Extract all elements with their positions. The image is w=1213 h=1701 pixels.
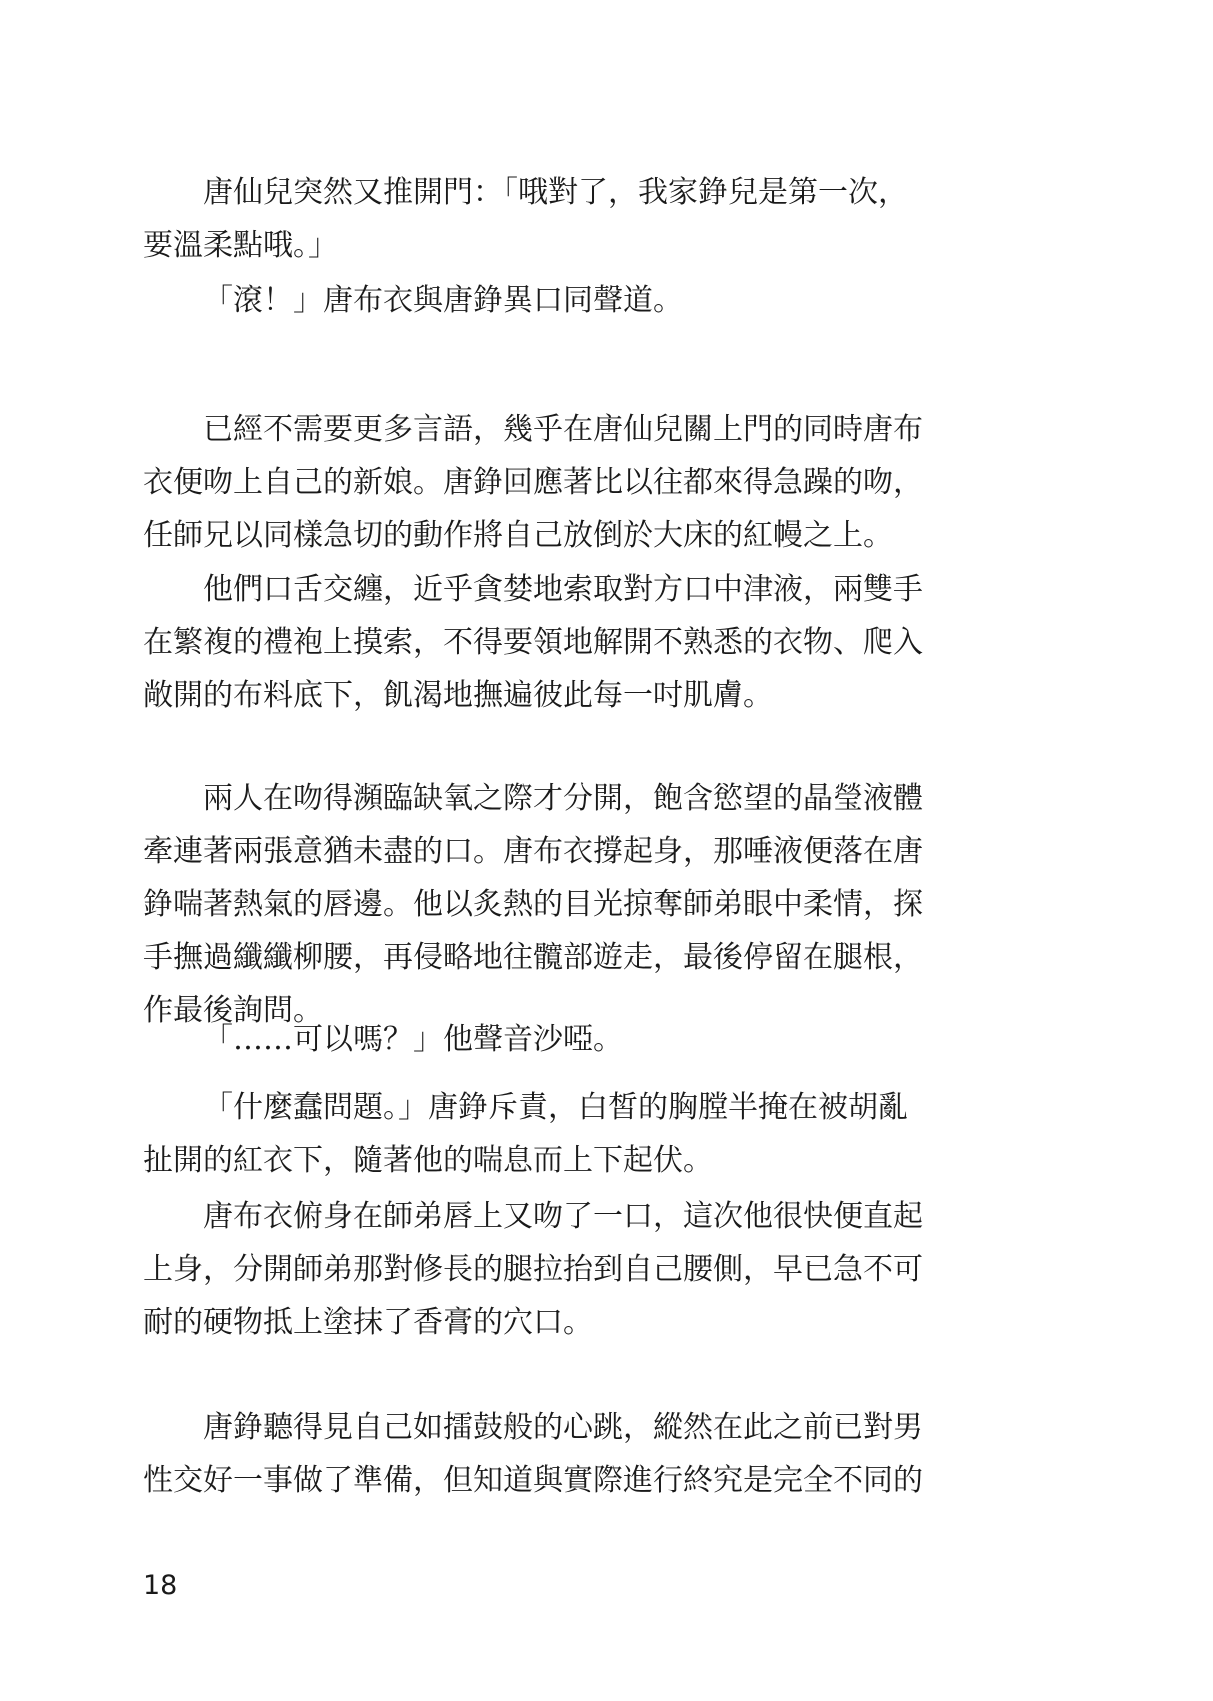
- paragraph-5: 兩人在吻得瀕臨缺氧之際才分開，飽含慾望的晶瑩液體 牽連著兩張意猶未盡的口。唐布衣撐起身，那唾液便落在唐 錚喘著熱氣的唇邊。他以炙熱的目光掠奪師弟眼中柔情，探 手撫過纖纖柳腰，再侵略地往髖部遊走，最後停留在腿根， 作最後詢問。: [143, 781, 923, 1028]
- paragraph-4: 他們口舌交纏，近乎貪婪地索取對方口中津液，兩雙手 在繁複的禮袍上摸索，不得要領地解開不熟悉的衣物、爬入 敞開的布料底下，飢渴地撫遍彼此每一吋肌膚。: [143, 572, 923, 713]
- paragraph-5-block: [143, 772, 953, 1037]
- paragraph-8: 唐布衣俯身在師弟唇上又吻了一口，這次他很快便直起 上身，分開師弟那對修長的腿拉抬到自己腰側，早已急不可 耐的硬物抵上塗抹了香膏的穴口。: [143, 1199, 923, 1340]
- paragraph-7: 「什麼蠢問題。」唐錚斥責，白皙的胸膛半掩在被胡亂 扯開的紅衣下，隨著他的喘息而上下起伏。: [143, 1090, 908, 1178]
- paragraph-9: 唐錚聽得見自己如擂鼓般的心跳，縱然在此之前已對男 性交好一事做了準備，但知道與實際進行終究是完全不同的: [143, 1410, 923, 1498]
- paragraph-1-block: [143, 166, 953, 272]
- paragraph-4-block: [143, 563, 953, 722]
- paragraph-1: 唐仙兒突然又推開門：「哦對了，我家錚兒是第一次， 要溫柔點哦。」: [143, 175, 908, 263]
- paragraph-9-block: [143, 1401, 953, 1507]
- paragraph-6: 「……可以嗎？」他聲音沙啞。: [203, 1022, 623, 1057]
- paragraph-7-block: [143, 1081, 953, 1187]
- paragraph-3-block: [143, 403, 953, 562]
- paragraph-6-block: [143, 1013, 953, 1066]
- paragraph-3: 已經不需要更多言語，幾乎在唐仙兒關上門的同時唐布 衣便吻上自己的新娘。唐錚回應著比以往都來得急躁的吻， 任師兄以同樣急切的動作將自己放倒於大床的紅幔之上。: [143, 412, 923, 553]
- paragraph-2-block: [143, 274, 953, 327]
- paragraph-8-block: [143, 1190, 953, 1349]
- page-number: 18: [143, 1570, 178, 1601]
- paragraph-2: 「滾！」唐布衣與唐錚異口同聲道。: [203, 283, 683, 318]
